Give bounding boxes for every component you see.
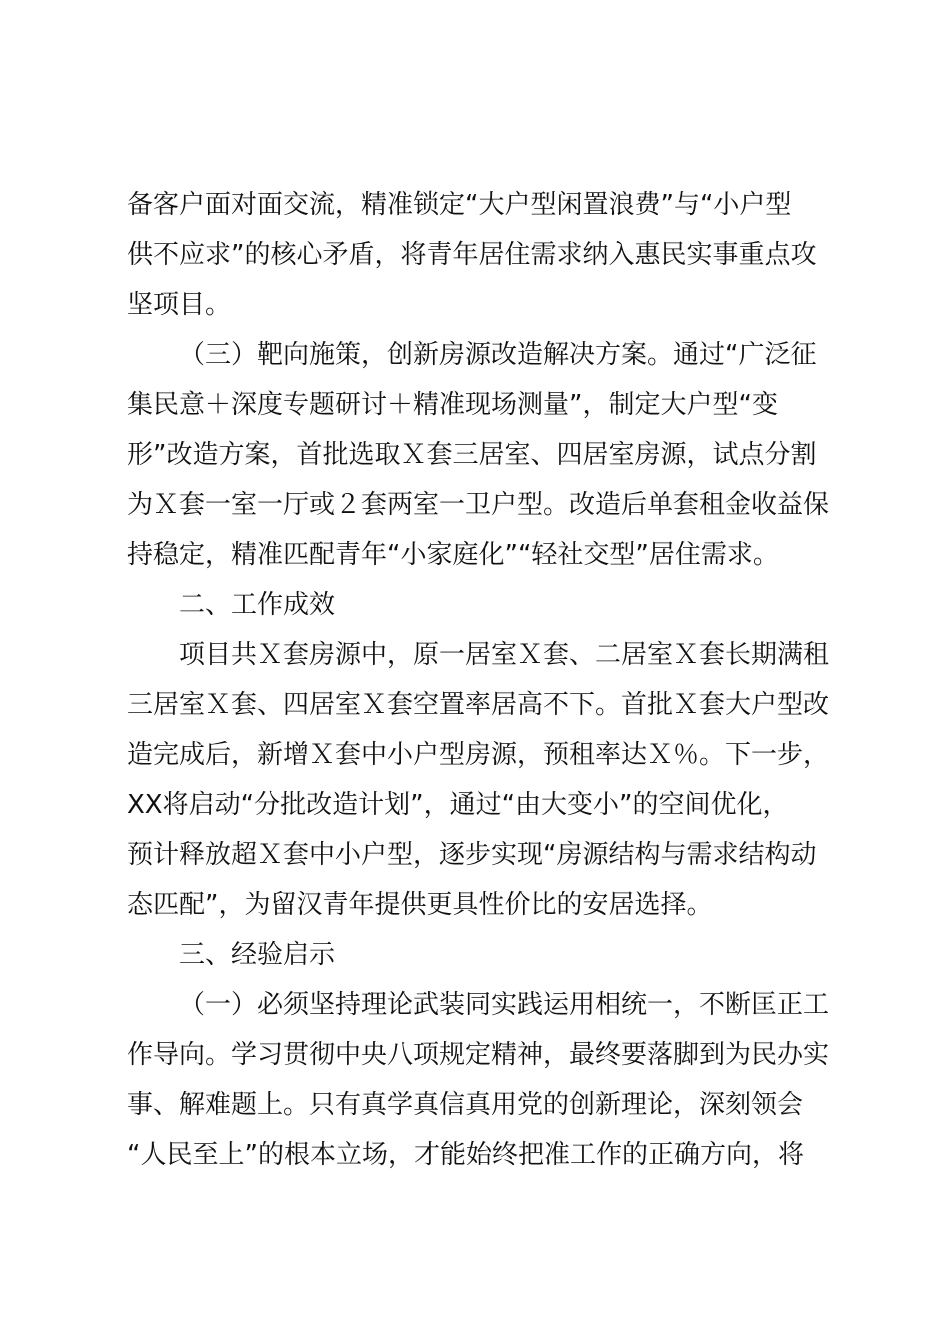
section-heading: 二、工作成效 <box>179 590 336 620</box>
document-body <box>127 180 837 1180</box>
body-text-line: 态匹配”，为留汉青年提供更具性价比的安居选择。 <box>127 890 713 920</box>
body-text-line: 备客户面对面交流，精准锁定“大户型闲置浪费”与“小户型 <box>127 190 792 220</box>
body-text-line: 三居室Ｘ套、四居室Ｘ套空置率居高不下。首批Ｘ套大户型改 <box>127 690 830 720</box>
subsection-heading-line: （三）靶向施策，创新房源改造解决方案。通过“广泛征 <box>179 340 817 370</box>
body-text-line: 造完成后，新增Ｘ套中小户型房源，预租率达Ｘ％。下一步， <box>127 740 830 770</box>
body-text-line: 预计释放超Ｘ套中小户型，逐步实现“房源结构与需求结构动 <box>127 840 817 870</box>
body-text-line: 集民意＋深度专题研讨＋精准现场测量”，制定大户型“变 <box>127 390 778 420</box>
subsection-heading-line: （一）必须坚持理论武装同实践运用相统一，不断匡正工 <box>179 990 830 1020</box>
body-text-line: 作导向。学习贯彻中央八项规定精神，最终要落脚到为民办实 <box>127 1040 830 1070</box>
body-text-line: 事、解难题上。只有真学真信真用党的创新理论，深刻领会 <box>127 1090 804 1120</box>
body-text-line: “人民至上”的根本立场，才能始终把准工作的正确方向，将 <box>127 1140 804 1170</box>
body-text-line: 形”改造方案，首批选取Ｘ套三居室、四居室房源，试点分割 <box>127 440 817 470</box>
body-text-line: XX将启动“分批改造计划”，通过“由大变小”的空间优化， <box>127 790 789 820</box>
body-text-line: 项目共Ｘ套房源中，原一居室Ｘ套、二居室Ｘ套长期满租 <box>179 640 830 670</box>
section-heading: 三、经验启示 <box>179 940 336 970</box>
body-text-line: 持稳定，精准匹配青年“小家庭化”“轻社交型”居住需求。 <box>127 540 779 570</box>
body-text-line: 坚项目。 <box>127 290 232 320</box>
body-text-line: 供不应求”的核心矛盾，将青年居住需求纳入惠民实事重点攻 <box>127 240 817 270</box>
body-text-line: 为Ｘ套一室一厅或２套两室一卫户型。改造后单套租金收益保 <box>127 490 830 520</box>
